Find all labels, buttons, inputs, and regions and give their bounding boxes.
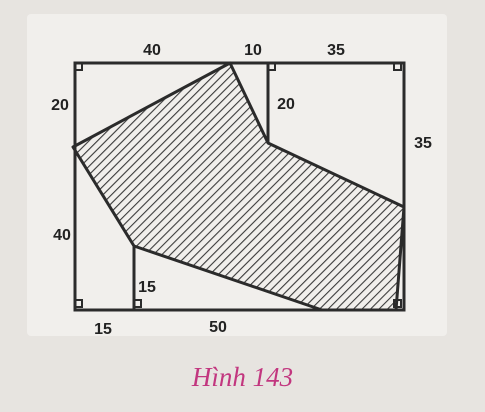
label-top-mid: 10: [244, 42, 262, 59]
label-bottom-left: 15: [94, 321, 112, 338]
label-inner-vertical: 20: [277, 96, 295, 113]
label-top-left: 40: [143, 42, 161, 59]
label-top-right: 35: [327, 42, 345, 59]
hatched-polygon: [73, 63, 404, 310]
figure-caption: Hình 143: [191, 362, 294, 392]
label-right-side: 35: [414, 135, 432, 152]
label-left-upper: 20: [51, 97, 69, 114]
label-inner-short: 15: [138, 279, 156, 296]
label-left-lower: 40: [53, 227, 71, 244]
label-bottom-right: 50: [209, 319, 227, 336]
